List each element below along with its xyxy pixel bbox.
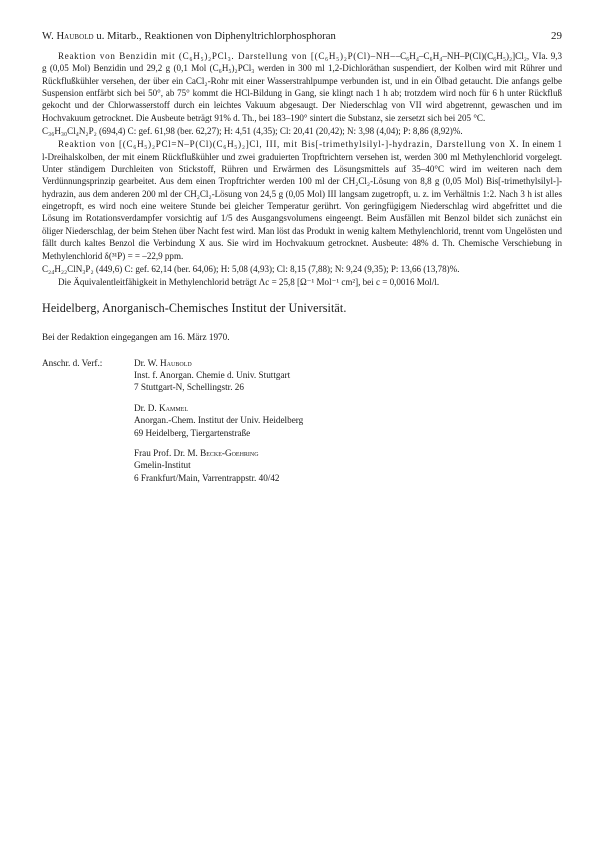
affiliation-line: Heidelberg, Anorganisch-Chemisches Institut der Universität. [42, 300, 347, 315]
author-1-line-2: 7 Stuttgart-N, Schellingstr. 26 [134, 382, 244, 393]
header-author-initial: W. [42, 31, 57, 42]
paragraph-benzidin-heading: Reaktion von Benzidin mit (C₆H₅)₂PCl₃. Darstellung von [(C₆H₅)₂P(Cl)–NH– [58, 51, 396, 61]
address-label: Anschr. d. Verf.: [42, 357, 103, 368]
author-2-line-1: Anorgan.-Chem. Institut der Univ. Heidelberg [134, 415, 304, 426]
author-2-line-2: 69 Heidelberg, Tiergartenstraße [134, 427, 251, 438]
author-3-name [134, 447, 562, 459]
paragraph-hydrazin [42, 138, 562, 261]
elemental-analysis-vii: C₃₆H₃₀Cl₄N₂P₂ (694,4) C: gef. 61,98 (ber. 62,27); H: 4,51 (4,35); Cl: 20,41 (20,42); N: 3,98 (4,04); P: 8,86 (8,92)%. [42, 126, 463, 137]
author-3-surname: Becke-Goehring [200, 447, 259, 458]
author-2-title: Dr. D. [134, 402, 160, 413]
paragraph-benzidin [42, 50, 562, 124]
elemental-analysis-x: C₂₄H₂₂ClN₃P₂ (449,6) C: gef. 62,14 (ber. 64,06); H: 5,08 (4,93); Cl: 8,15 (7,88); N: 9,24 (9,35); P: 13,66 (13,78)%. [42, 263, 460, 274]
running-title [42, 30, 336, 43]
author-address-1 [42, 357, 562, 369]
paragraph-hydrazin-body: In einem 1 l-Dreihalskolben, der mit einem Rückflußkühler und zwei graduierten Tropftrichtern versehen ist, werden 300 ml Methylenchlorid vorgelegt. Unter ständigem Durchleiten von Stickstoff, Rühren und Erwärmen des Lösungsmittels auf 35–40°C wird im weiteren nach dem Verdünnungsprinzip gearbeitet. Aus dem einen Tropftrichter werden 100 ml der CH₂Cl₂-Lösung von 8,8 g (0,05 Mol) Bis[-trimethylsilyl-]-hydrazin, aus dem anderen 200 ml der CH₂Cl₂-Lösung von 24,5 g (0,05 Mol) III langsam zugetropft, u. z. im Verhältnis 1:2. Nach 3 h ist alles eingetropft, es wird noch eine weitere Stunde bei gleicher Temperatur gerührt. Von geringfügigem Niederschlag wird abgefrittet und die Lösung im Rotationsverdampfer vorsichtig auf 1/5 des Ausgangsvolumens eingeengt. Beim Ausfällen mit Benzol bildet sich zunächst ein öliger Niederschlag, der beim Stehen über Nacht fest wird. Man löst das Produkt in wenig kaltem Methylenchlorid, trennt vom Ungelösten und fällt durch kaltes Benzol die Verbindung X aus. Sie wird im Hochvakuum getrocknet. Ausbeute: 48% d. Th. Chemische Verschiebung in Methylenchlorid δ(³¹P) = = –22,9 ppm. [42, 139, 562, 261]
author-1-name [134, 357, 192, 369]
author-2-name [134, 402, 562, 414]
author-2-surname: Kammel [159, 402, 188, 413]
paragraph-benzidin-body: –C₆H₄–C₆H₄–NH–P(Cl)(C₆H₅)₂]Cl₂, VIa. 9,3 g (0,05 Mol) Benzidin und 29,2 g (0,1 Mol (C₆H₅)₂PCl₃ werden in 300 ml 1,2-Dichloräthan suspendiert, der Kolben wird mit Rührer und Rückflußkühler versehen, der über ein CaCl₂-Rohr mit einer Wasserstrahlpumpe verbunden ist, und in ein Ölbad getaucht. Die anfangs gelbe Suspension entfärbt sich bei 50°, ab 75° kommt die HCl-Bildung in Gang, sie klingt nach 1 h ab; trotzdem wird noch für 6 h unter Rückfluß gekocht und der Chlorwasserstoff durch ein leichtes Vakuum abgesaugt. Der Niederschlag von VII wird abgetrennt, gewaschen und im Hochvakuum getrocknet. Die Ausbeute beträgt 91% d. Th., bei 183–190° sintert die Substanz, sie zersetzt sich bei 205 °C. [42, 51, 562, 123]
author-1-surname: Haubold [160, 357, 192, 368]
paragraph-hydrazin-heading: Reaktion von [(C₆H₅)₂PCl=N–P(Cl)(C₆H₅)₂]Cl, III, mit Bis[-trimethylsilyl-]-hydrazin, Darstellung von X. [58, 139, 520, 150]
author-3-line-1: Gmelin-Institut [134, 460, 191, 471]
page-number: 29 [551, 30, 562, 42]
author-3-line-2: 6 Frankfurt/Main, Varrentrappstr. 40/42 [134, 472, 280, 483]
author-3-title: Frau Prof. Dr. M. [134, 447, 201, 458]
author-1-line-1: Inst. f. Anorgan. Chemie d. Univ. Stuttgart [134, 369, 291, 380]
received-date: Bei der Redaktion eingegangen am 16. März 1970. [42, 331, 230, 342]
running-header [42, 30, 562, 43]
paragraph-conductivity: Die Äquivalentleitfähigkeit in Methylenchlorid beträgt Λc = 25,8 [Ω⁻¹ Mol⁻¹ cm²], bei c = 0,0016 Mol/l. [58, 277, 440, 288]
author-addresses [42, 357, 562, 485]
header-author-name: Haubold [56, 31, 94, 42]
header-title-rest: u. Mitarb., Reaktionen von Diphenyltrichlorphosphoran [93, 31, 336, 42]
author-1-title: Dr. W. [134, 357, 161, 368]
